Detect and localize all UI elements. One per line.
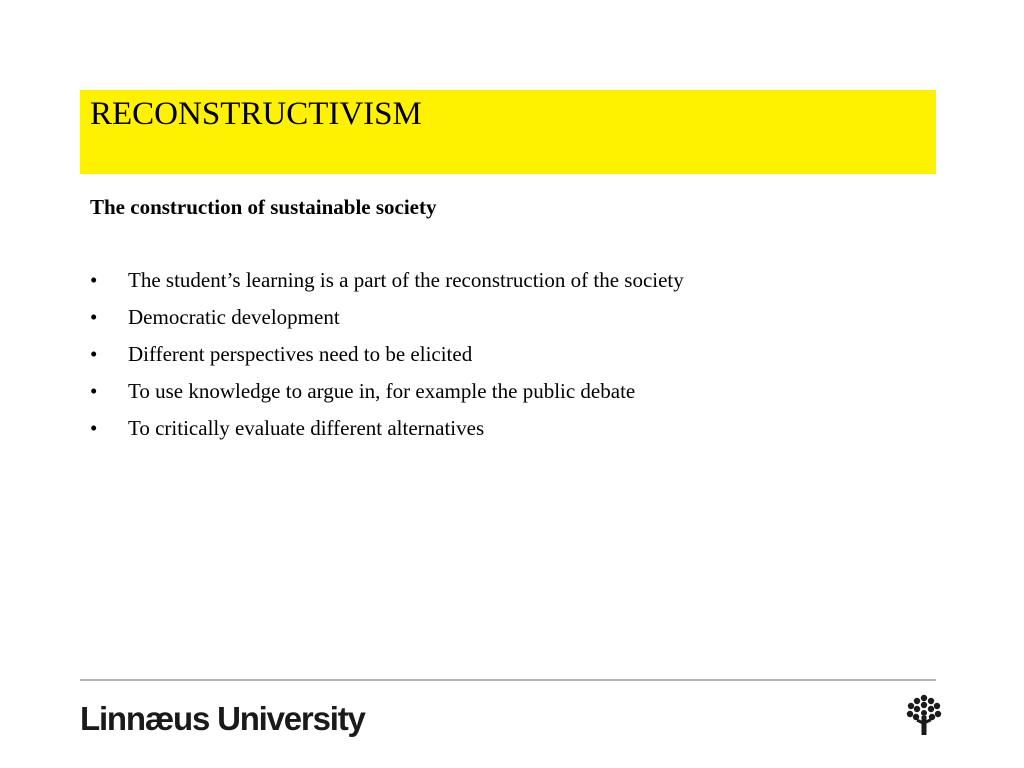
bullet-symbol: • bbox=[90, 416, 98, 440]
footer-divider bbox=[80, 679, 936, 681]
bullet-symbol: • bbox=[90, 268, 98, 292]
slide-title: RECONSTRUCTIVISM bbox=[90, 96, 422, 132]
bullet-text: To use knowledge to argue in, for example the public debate bbox=[128, 379, 636, 403]
bullet-item bbox=[90, 267, 684, 304]
bullet-symbol: • bbox=[90, 379, 98, 403]
bullet-item bbox=[90, 304, 684, 341]
slide-subtitle: The construction of sustainable society bbox=[90, 195, 437, 219]
bullet-item bbox=[90, 378, 684, 415]
bullet-text: To critically evaluate different alternatives bbox=[128, 416, 485, 440]
tree-icon bbox=[906, 694, 942, 736]
bullet-item bbox=[90, 341, 684, 378]
bullet-item bbox=[90, 415, 684, 452]
bullet-symbol: • bbox=[90, 342, 98, 366]
university-logo-text: Linnæus University bbox=[80, 700, 365, 737]
title-bar bbox=[80, 90, 936, 174]
bullet-text: Democratic development bbox=[128, 305, 340, 329]
bullet-text: Different perspectives need to be elicited bbox=[128, 342, 473, 366]
bullet-text: The student’s learning is a part of the reconstruction of the society bbox=[128, 268, 684, 292]
bullet-list bbox=[90, 267, 684, 452]
bullet-symbol: • bbox=[90, 305, 98, 329]
